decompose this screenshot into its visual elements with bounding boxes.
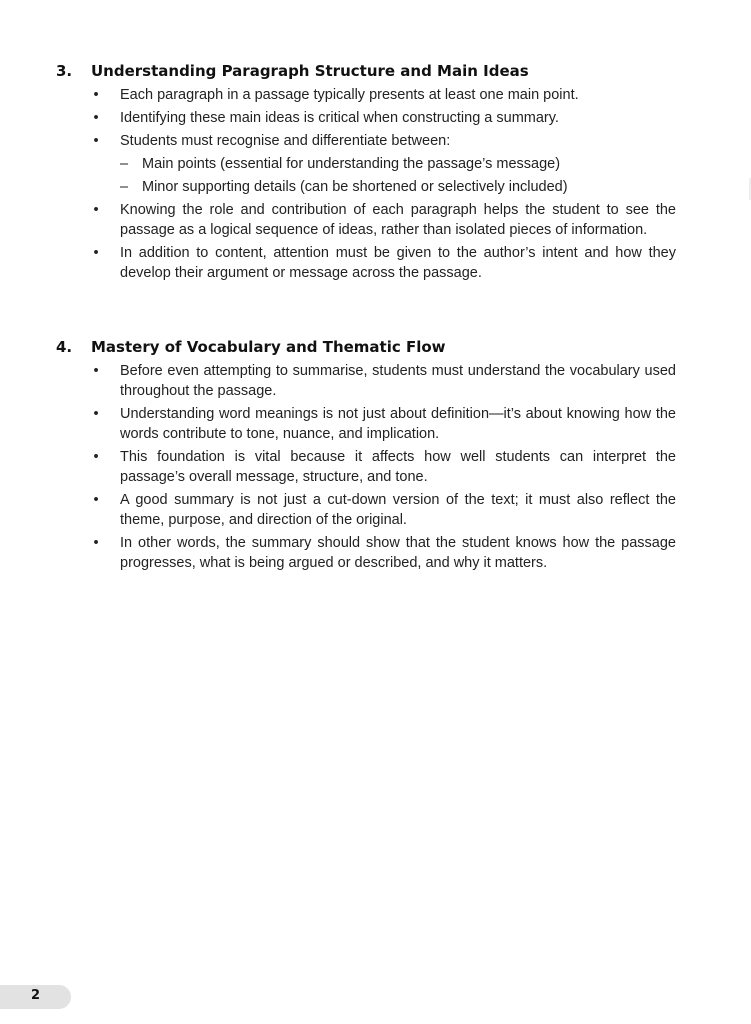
list-item xyxy=(91,85,676,105)
bullet-list xyxy=(56,361,676,573)
section-vocabulary-thematic-flow xyxy=(56,337,676,576)
sub-list-item xyxy=(120,154,676,174)
section-title: Understanding Paragraph Structure and Main Ideas xyxy=(91,62,529,80)
list-item xyxy=(91,243,676,283)
dash-icon: – xyxy=(120,156,129,172)
bullet-icon: • xyxy=(93,87,99,103)
sub-list-item xyxy=(120,177,676,197)
section-heading xyxy=(56,337,676,357)
bullet-icon: • xyxy=(93,406,99,422)
list-item-text: Students must recognise and differentiate between: xyxy=(120,133,451,149)
sub-bullet-list xyxy=(120,154,676,197)
list-item-text: Each paragraph in a passage typically presents at least one main point. xyxy=(120,87,579,103)
sub-list-item-text: Main points (essential for understanding the passage’s message) xyxy=(142,156,561,172)
bullet-icon: • xyxy=(93,492,99,508)
list-item xyxy=(91,200,676,240)
list-item-text: Knowing the role and contribution of each paragraph helps the student to see the passage as a logical sequence of ideas, rather than isolated pieces of information. xyxy=(120,202,676,238)
list-item-text: Identifying these main ideas is critical when constructing a summary. xyxy=(120,110,559,126)
section-paragraph-structure xyxy=(56,61,676,286)
list-item-text: In addition to content, attention must be given to the author’s intent and how they develop their argument or message across the passage. xyxy=(120,245,676,281)
list-item xyxy=(91,108,676,128)
bullet-icon: • xyxy=(93,363,99,379)
list-item-text: Understanding word meanings is not just about definition—it’s about knowing how the words contribute to tone, nuance, and implication. xyxy=(120,406,676,442)
bullet-icon: • xyxy=(93,535,99,551)
list-item xyxy=(91,404,676,444)
list-item-text: In other words, the summary should show that the student knows how the passage progresses, what is being argued or described, and why it matters. xyxy=(120,535,676,571)
section-title: Mastery of Vocabulary and Thematic Flow xyxy=(91,338,446,356)
list-item xyxy=(91,490,676,530)
bullet-icon: • xyxy=(93,245,99,261)
list-item xyxy=(91,447,676,487)
bullet-list xyxy=(56,85,676,283)
sub-list-item-text: Minor supporting details (can be shortened or selectively included) xyxy=(142,179,568,195)
list-item xyxy=(91,361,676,401)
list-item-text: A good summary is not just a cut-down version of the text; it must also reflect the theme, purpose, and direction of the original. xyxy=(120,492,676,528)
section-number: 4. xyxy=(56,338,73,356)
list-item-text: Before even attempting to summarise, students must understand the vocabulary used throughout the passage. xyxy=(120,363,676,399)
section-heading xyxy=(56,61,676,81)
bullet-icon: • xyxy=(93,110,99,126)
list-item xyxy=(91,131,676,197)
section-number: 3. xyxy=(56,62,73,80)
list-item-text: This foundation is vital because it affects how well students can interpret the passage’s overall message, structure, and tone. xyxy=(120,449,676,485)
list-item xyxy=(91,533,676,573)
bullet-icon: • xyxy=(93,133,99,149)
page-number: 2 xyxy=(31,988,41,1003)
dash-icon: – xyxy=(120,179,129,195)
bullet-icon: • xyxy=(93,202,99,218)
bullet-icon: • xyxy=(93,449,99,465)
page-number-tab xyxy=(0,985,71,1009)
